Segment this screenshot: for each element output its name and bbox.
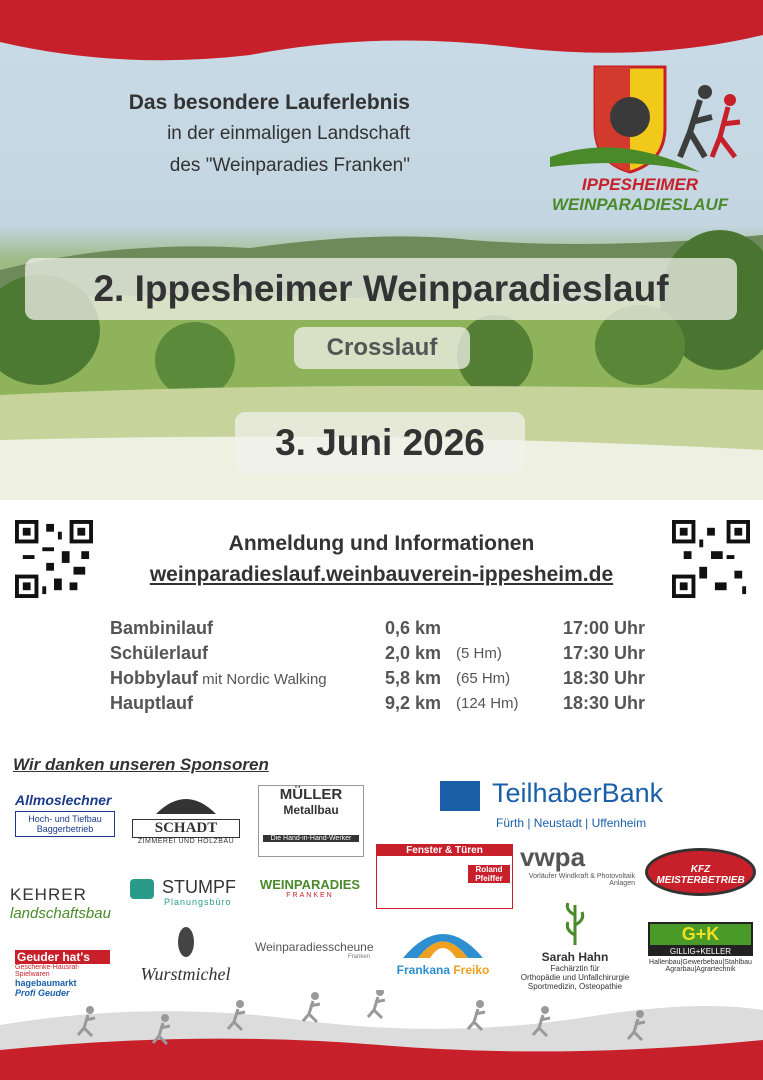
sponsor-fenster-name: Fenster & Türen: [377, 845, 512, 856]
sponsor-mueller: [258, 785, 364, 857]
sponsor-wurstmichel: [128, 925, 243, 985]
race-distance: 5,8 km: [385, 668, 442, 688]
qr-code-left[interactable]: [15, 520, 93, 598]
sponsor-allmoslechner-sub: Hoch- und Tiefbau Baggerbetrieb: [15, 811, 115, 837]
race-row: [110, 668, 670, 693]
stumpf-logo-icon: [130, 879, 154, 899]
sponsor-kfz-name: KFZ MEISTERBETRIEB: [656, 864, 745, 886]
sponsor-stumpf-name: STUMPF: [162, 877, 236, 897]
sponsor-gk-sub3: Agrarbau|Agrartechnik: [665, 966, 736, 973]
sponsor-roland-name: Roland Pfeiffer: [468, 865, 510, 883]
race-row: [110, 618, 670, 643]
race-elevation: (65 Hm): [456, 670, 511, 687]
sponsor-teilhaberbank-name: TeilhaberBank: [492, 778, 664, 808]
sponsor-geuder-sub: Geschenke-Hausrat-Spielwaren: [15, 964, 80, 978]
race-distance: 9,2 km: [385, 693, 442, 713]
sponsor-geuder-name: Geuder hat's: [15, 950, 110, 964]
sponsor-mueller-sub: Metallbau: [283, 803, 339, 817]
race-time: 18:30 Uhr: [563, 693, 646, 713]
plant-icon: [560, 900, 590, 945]
sponsor-allmoslechner: [15, 792, 115, 837]
sponsor-schadt-sub: ZIMMEREI UND HOLZBAU: [137, 838, 235, 845]
tagline-line-1: Das besondere Lauferlebnis: [128, 91, 410, 114]
sponsor-scheune-sub: Franken: [347, 954, 370, 960]
race-name: Hauptlauf: [110, 693, 193, 713]
sponsor-gk-sub: GILLIG+KELLER: [648, 947, 753, 956]
race-time: 18:30 Uhr: [563, 668, 646, 688]
tagline: [20, 88, 410, 182]
sponsor-frankana-freiko: [393, 920, 493, 977]
sponsor-hagebau-sub: Profi Geuder: [15, 988, 70, 998]
race-distance: 2,0 km: [385, 643, 442, 663]
sponsor-schadt: [132, 790, 240, 845]
race-elevation: (5 Hm): [456, 645, 502, 662]
tagline-line-3: des "Weinparadies Franken": [169, 155, 410, 176]
bottom-wave-band: [0, 990, 763, 1080]
sponsor-gk-sub2: Hallenbau|Gewerbebau|Stahlbau: [649, 959, 752, 966]
sponsors-heading: Wir danken unseren Sponsoren: [13, 755, 269, 774]
race-time: 17:30 Uhr: [563, 643, 646, 663]
registration-url[interactable]: weinparadieslauf.weinbauverein-ippesheim.de: [149, 563, 614, 586]
saw-blade-icon: [132, 790, 240, 814]
arch-logo-icon: [398, 920, 488, 958]
sponsor-allmoslechner-name: Allmoslechner: [15, 792, 112, 808]
sponsor-hahn-sub1: Fachärztin für: [550, 964, 600, 973]
registration-heading: Anmeldung und Informationen: [228, 532, 535, 555]
sponsor-sarah-hahn: [505, 900, 645, 991]
sponsor-gillig-keller: [648, 922, 753, 973]
sponsor-kehrer: [10, 885, 120, 922]
sponsor-weinparadies: [255, 877, 365, 899]
sponsor-weinparadies-sub: FRANKEN: [286, 892, 334, 899]
red-wave-band: [0, 0, 763, 70]
event-title: 2. Ippesheimer Weinparadieslauf: [25, 258, 737, 320]
race-name: Hobbylauf mit Nordic Walking: [110, 668, 327, 688]
sponsor-hahn-name: Sarah Hahn: [541, 950, 609, 964]
sponsor-wurstmichel-name: Wurstmichel: [140, 964, 231, 984]
race-name: Schülerlauf: [110, 643, 209, 663]
sponsor-teilhaberbank-sub: Fürth | Neustadt | Uffenheim: [496, 816, 647, 830]
sponsor-weinparadies-name: WEINPARADIES: [259, 877, 361, 892]
sponsor-freiko-name: Freiko: [453, 963, 490, 977]
sponsor-hahn-sub3: Sportmedizin, Osteopathie: [527, 982, 623, 991]
sponsor-frankana-name: Frankana: [396, 963, 450, 977]
event-subtitle: Crosslauf: [294, 327, 470, 369]
sponsor-mueller-name: MÜLLER: [279, 786, 343, 803]
logo-line-1: IPPESHEIMER: [581, 175, 699, 194]
race-row: [110, 693, 670, 718]
sponsor-stumpf-sub: Planungsbüro: [164, 897, 232, 907]
sponsor-weinparadiesscheune: [255, 940, 374, 960]
tagline-line-2: in der einmaligen Landschaft: [167, 123, 410, 144]
sponsor-vwpa-sub: Vorläufer Windkraft & Photovoltaik Anlagen: [528, 873, 635, 887]
race-table: [110, 618, 670, 718]
race-name: Bambinilauf: [110, 618, 214, 638]
footprint-icon: [166, 925, 206, 959]
sponsor-kehrer-sub: landschaftsbau: [10, 905, 111, 922]
sponsor-schadt-name: SCHADT: [132, 819, 240, 838]
sponsor-hagebau-name: hagebaumarkt: [15, 978, 77, 988]
race-time: 17:00 Uhr: [563, 618, 646, 638]
race-row: [110, 643, 670, 668]
bank-logo-icon: [440, 781, 480, 811]
sponsor-vwpa-name: vwpa: [520, 842, 586, 872]
sponsor-scheune-name: Weinparadiesscheune: [255, 940, 374, 954]
race-distance: 0,6 km: [385, 618, 442, 638]
sponsor-mueller-tag: Die Hand-in-Hand-Werker: [263, 835, 359, 842]
qr-code-right[interactable]: [672, 520, 750, 598]
sponsor-gk-name: G+K: [648, 922, 753, 947]
event-date: 3. Juni 2026: [235, 412, 525, 474]
sponsor-kfz: [645, 848, 756, 896]
logo-line-2: WEINPARADIESLAUF: [551, 195, 729, 214]
sponsor-vwpa: [520, 842, 635, 887]
sponsor-kehrer-name: KEHRER: [10, 885, 87, 904]
sponsor-fenster-tueren: [376, 844, 513, 909]
sponsor-hahn-sub2: Orthopädie und Unfallchirurgie: [520, 973, 630, 982]
race-elevation: (124 Hm): [456, 695, 519, 712]
